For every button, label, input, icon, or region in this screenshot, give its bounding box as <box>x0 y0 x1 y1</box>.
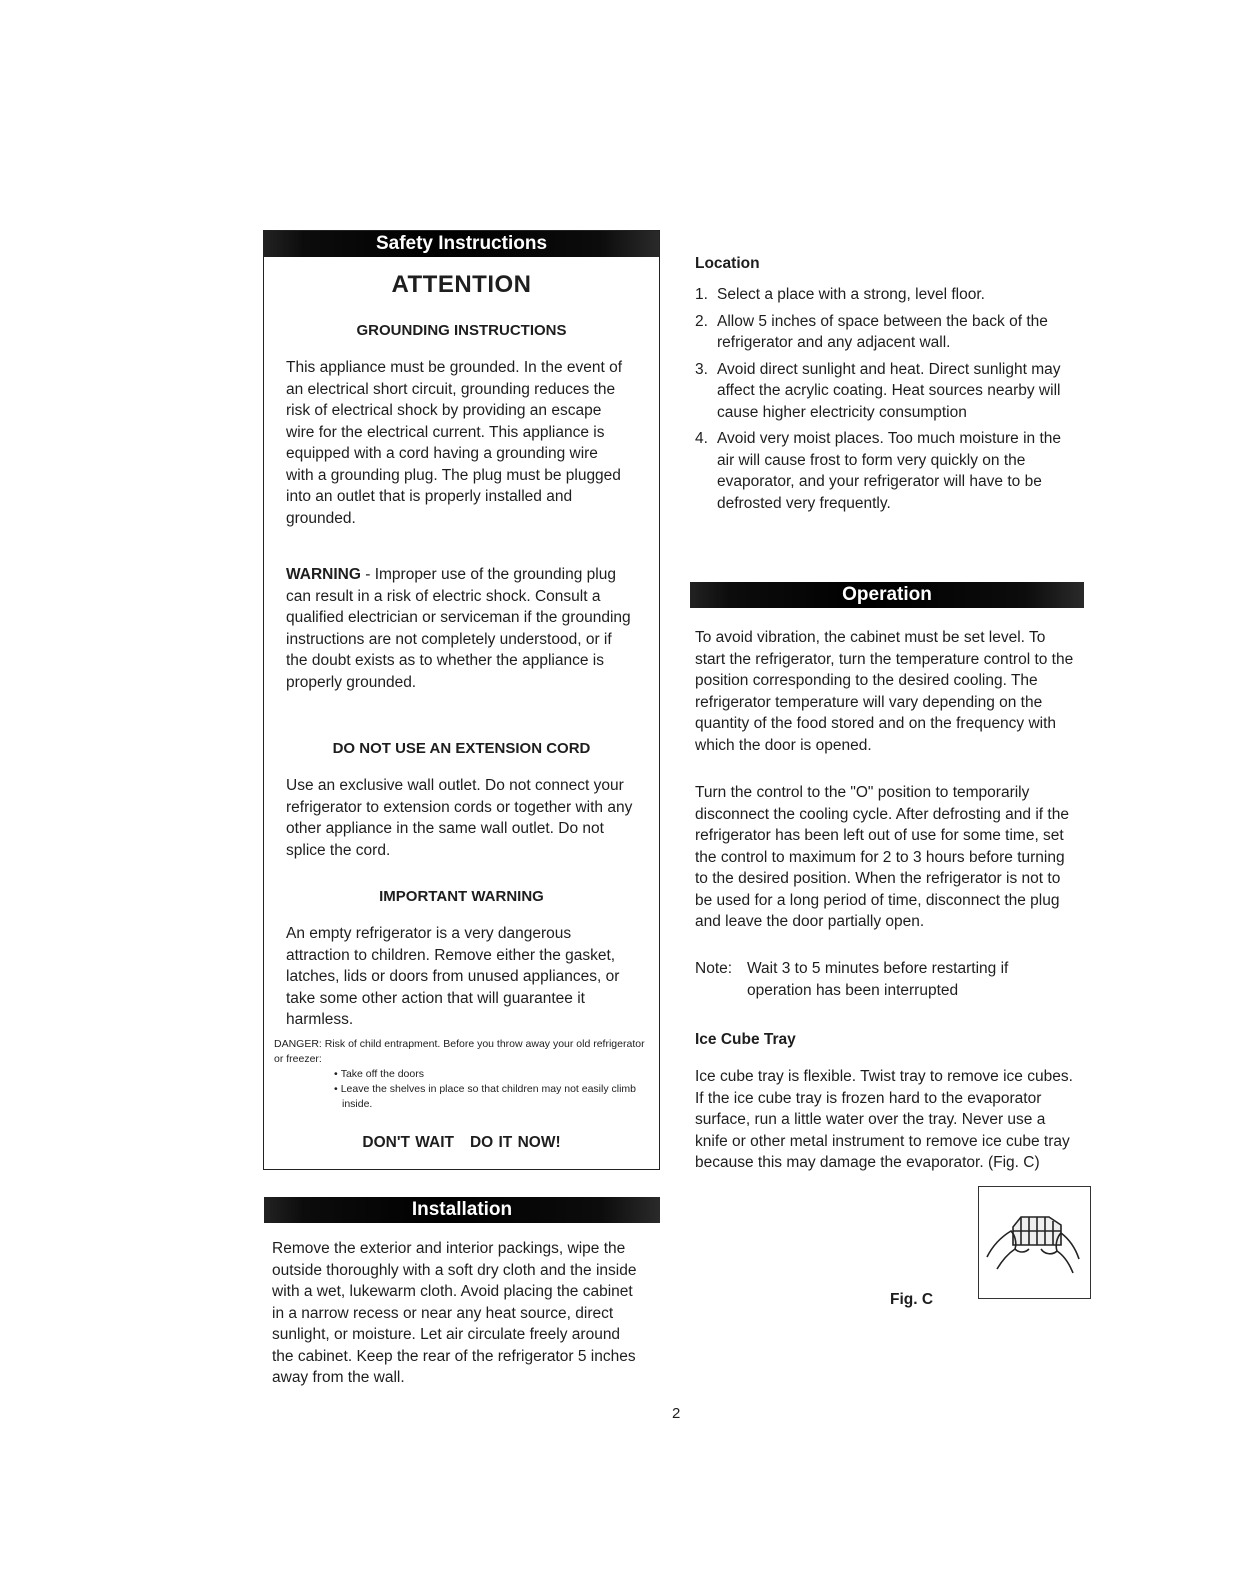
grounding-instructions-text: This appliance must be grounded. In the event of an electrical short circuit, grounding reduces the risk of electrical shock by providing an escape wire for the electrical current. This appliance is equipped with a cord having a grounding wire with a grounding plug. The plug must be plugged into an outlet that is properly installed and grounded. <box>286 359 623 527</box>
list-item-number: 4. <box>695 430 708 447</box>
attention-heading: ATTENTION <box>391 271 532 298</box>
ice-tray-hands-illustration <box>979 1187 1089 1297</box>
safety-instructions-banner: Safety Instructions <box>264 231 659 257</box>
important-warning-text: An empty refrigerator is a very dangerous attraction to children. Remove either the gasket, latches, lids or doors from unused appliances, or take some other action that will guarantee it harmless. <box>286 925 620 1028</box>
installation-text: Remove the exterior and interior packings, wipe the outside thoroughly with a soft dry cloth and the inside with a wet, lukewarm cloth. Avoid placing the cabinet in a narrow recess or near any heat source, direct sunlight, or moisture. Let air circulate freely around the cabinet. Keep the rear of the refrigerator 5 inches away from the wall. <box>272 1240 637 1386</box>
note-text: Wait 3 to 5 minutes before restarting if operation has been interrupted <box>747 960 1009 999</box>
operation-paragraph-1: To avoid vibration, the cabinet must be set level. To start the refrigerator, turn the temperature control to the position corresponding to the desired cooling. The refrigerator temperature will vary depending on the quantity of the food stored and on the frequency with which the door is opened. <box>695 629 1074 754</box>
operation-note <box>695 958 1075 1001</box>
location-list <box>695 284 1065 519</box>
list-item-text: Avoid direct sunlight and heat. Direct sunlight may affect the acrylic coating. Heat sources nearby will cause higher electricity consumption <box>717 360 1061 421</box>
important-warning-heading: IMPORTANT WARNING <box>379 888 544 905</box>
danger-notice <box>274 1037 654 1112</box>
warning-paragraph <box>286 564 634 693</box>
danger-list <box>274 1067 654 1112</box>
warning-label: WARNING <box>286 566 361 583</box>
list-item-text: Avoid very moist places. Too much moisture in the air will cause frost to form very quickly on the evaporator, and your refrigerator will have to be defrosted very frequently. <box>717 430 1062 512</box>
list-item-number: 1. <box>695 286 708 303</box>
operation-banner: Operation <box>690 582 1084 608</box>
grounding-instructions-heading: GROUNDING INSTRUCTIONS <box>356 322 567 339</box>
operation-paragraph-2: Turn the control to the "O" position to temporarily disconnect the cooling cycle. After defrosting and if the refrigerator has been left out of use for some time, set the control to maximum for 2 to 3 hours before turning to the desired position. When the refrigerator is not to be used for a long period of time, disconnect the plug and leave the door partially open. <box>695 784 1069 930</box>
list-item-number: 3. <box>695 360 708 378</box>
ice-cube-tray-title: Ice Cube Tray <box>695 1031 796 1048</box>
installation-banner: Installation <box>264 1197 660 1223</box>
list-item-text: Select a place with a strong, level floor. <box>717 286 985 303</box>
list-item <box>695 428 1065 514</box>
list-item <box>695 311 1065 354</box>
safety-instructions-box <box>263 230 660 1170</box>
location-title: Location <box>695 255 760 272</box>
list-item <box>695 284 1065 306</box>
page-number: 2 <box>672 1405 681 1422</box>
warning-text: - Improper use of the grounding plug can result in a risk of electric shock. Consult a qualified electrician or serviceman if the grounding instructions are not completely understood, or if the doubt exists as to whether the appliance is properly grounded. <box>286 566 631 691</box>
ice-cube-tray-text: Ice cube tray is flexible. Twist tray to remove ice cubes. If the ice cube tray is frozen hard to the evaporator surface, run a little water over the tray. Never use a knife or other metal instrument to remove ice cube tray because this may damage the evaporator. (Fig. C) <box>695 1068 1073 1171</box>
danger-text: DANGER: Risk of child entrapment. Before you throw away your old refrigerator or freezer: <box>274 1038 645 1065</box>
extension-cord-heading: DO NOT USE AN EXTENSION CORD <box>332 740 591 757</box>
figure-c-label: Fig. C <box>890 1291 934 1308</box>
danger-item: • Take off the doors <box>334 1067 654 1082</box>
extension-cord-text: Use an exclusive wall outlet. Do not connect your refrigerator to extension cords or together with any other appliance in the same wall outlet. Do not splice the cord. <box>286 777 633 859</box>
dont-wait-callout: DON'T WAIT DO IT NOW! <box>362 1134 561 1151</box>
list-item <box>695 359 1065 424</box>
note-label: Note: <box>695 960 733 977</box>
figure-c-box <box>978 1186 1091 1299</box>
list-item-number: 2. <box>695 312 708 330</box>
danger-item: • Leave the shelves in place so that children may not easily climb inside. <box>334 1082 654 1112</box>
list-item-text: Allow 5 inches of space between the back of the refrigerator and any adjacent wall. <box>717 312 1048 351</box>
